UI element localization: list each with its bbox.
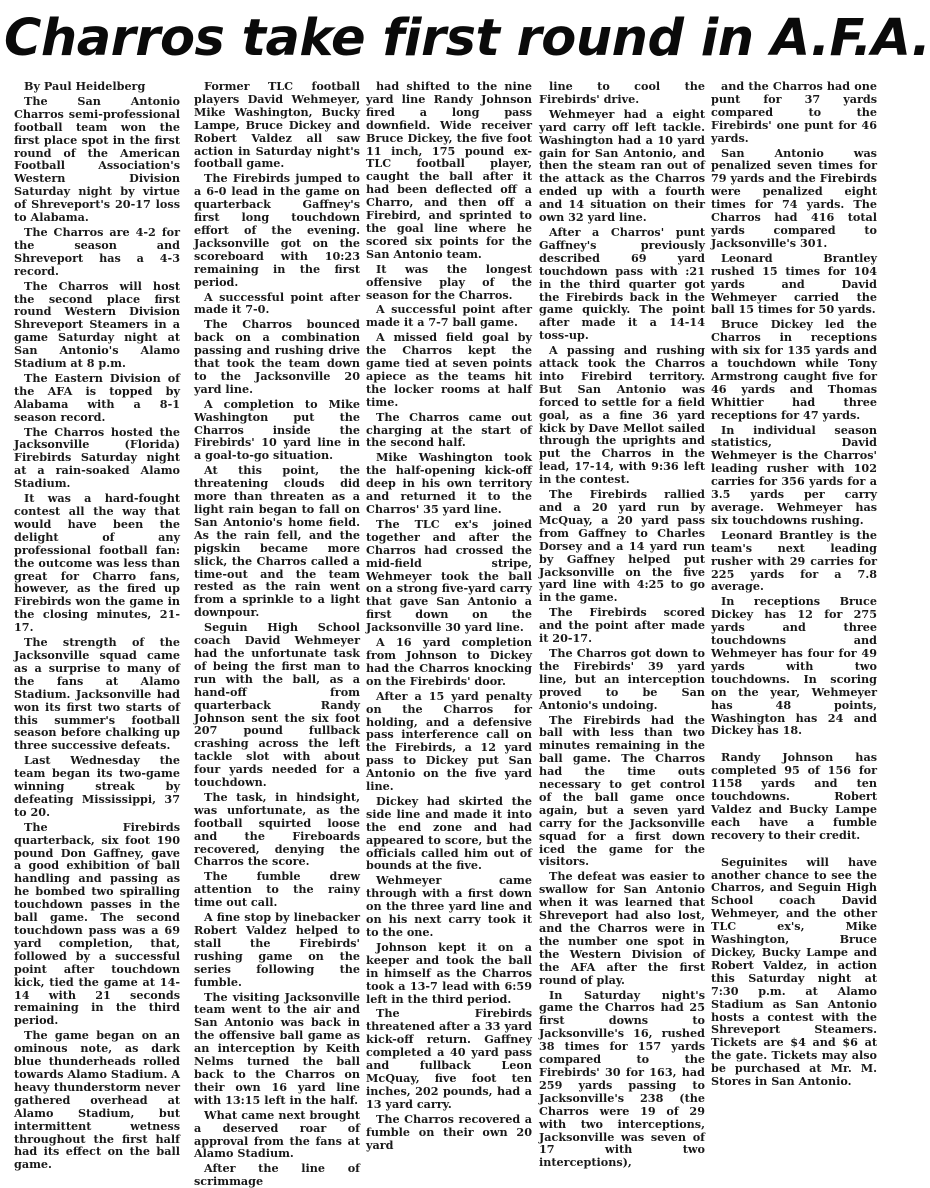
paragraph: After a Charros' punt Gaffney's previously described 69 yard touchdown pass with :21 in the third quarter got the Firebirds back in the game quickly. The point after made it a 14-14 toss-up.: [539, 224, 705, 343]
paragraph: The Eastern Division of the AFA is topped by Alabama with a 8-1 season record.: [14, 370, 180, 424]
paragraph: Mike Washington took the half-opening kick-off deep in his own territory and returned it to the Charros' 35 yard line.: [366, 450, 532, 516]
paragraph: What came next brought a deserved roar of approval from the fans at Alamo Stadium.: [194, 1107, 360, 1161]
article-column-5: [711, 79, 877, 1089]
paragraph: Leonard Brantley is the team's next leading rusher with 29 carries for 225 yards for a 7.8 average.: [711, 527, 877, 594]
paragraph: At this point, the threatening clouds did more than threaten as a light rain began to fall on San Antonio's home field. As the rain fell, and the pigskin became more slick, the Charros called a time-out and the team rested as the rain went from a sprinkle to a light downpour.: [194, 463, 360, 620]
paragraph: The San Antonio Charros semi-professional football team won the first place spot in the first round of the American Football Association's Western Division Saturday night by virtue of Shreveport's 20-17 loss to Alabama.: [14, 93, 180, 225]
paragraph: It was a hard-fought contest all the way that would have been the delight of any professional football fan: the outcome was less than great for Charro fans, however, as the fired up Firebirds won the game in the closing minutes, 21-17.: [14, 491, 180, 635]
paragraph: The game began on an ominous note, as dark blue thunderheads rolled towards Alamo Stadium. A heavy thunderstorm never gathered overhead at Alamo Stadium, but intermittent wetness throughout the first half had its effect on the ball game.: [14, 1028, 180, 1172]
paragraph: The fumble drew attention to the rainy time out call.: [194, 869, 360, 910]
paragraph: Randy Johnson has completed 95 of 156 for 1158 yards and ten touchdowns. Robert Valdez and Bucky Lampe each have a fumble recovery to their credit.: [711, 750, 877, 842]
article-column-2: [194, 79, 360, 1188]
paragraph: It was the longest offensive play of the season for the Charros.: [366, 261, 532, 302]
paragraph: Leonard Brantley rushed 15 times for 104 yards and David Wehmeyer carried the ball 15 times for 50 yards.: [711, 250, 877, 317]
paragraph: A missed field goal by the Charros kept the game tied at seven points apiece as the teams hit the locker rooms at half time.: [366, 330, 532, 409]
paragraph: A 16 yard completion from Johnson to Dickey had the Charros knocking on the Firebirds' door.: [366, 635, 532, 688]
paragraph: The Charros came out charging at the start of the second half.: [366, 409, 532, 450]
paragraph: After the line of scrimmage: [194, 1161, 360, 1188]
paragraph: San Antonio was penalized seven times for 79 yards and the Firebirds were penalized eight times for 74 yards. The Charros had 416 total yards compared to Jacksonville's 301.: [711, 145, 877, 250]
paragraph: After a 15 yard penalty on the Charros for holding, and a defensive pass interference call on the Firebirds, a 12 yard pass to Dickey put San Antonio on the five yard line.: [366, 688, 532, 794]
paragraph: Seguinites will have another chance to see the Charros, and Seguin High School coach David Wehmeyer, and the other TLC ex's, Mike Washington, Bruce Dickey, Bucky Lampe and Robert Valdez, in action this Saturday night at 7:30 p.m. at Alamo Stadium as San Antonio hosts a contest with the Shreveport Steamers. Tickets are $4 and $6 at the gate. Tickets may also be purchased at Mr. M. Stores in San Antonio.: [711, 854, 877, 1089]
paragraph: had shifted to the nine yard line Randy Johnson fired a long pass downfield. Wide receiver Bruce Dickey, the five foot 11 inch, 175 pound ex-TLC football player, caught the ball after it had been deflected off a Charro, and then off a Firebird, and sprinted to the goal line where he scored six points for the San Antonio team.: [366, 79, 532, 261]
paragraph: The Charros got down to the Firebirds' 39 yard line, but an interception proved to be San Antonio's undoing.: [539, 645, 705, 712]
paragraph: The Firebirds rallied and a 20 yard run by McQuay, a 20 yard pass from Gaffney to Charles Dorsey and a 14 yard run by Gaffney helped put Jacksonville on the five yard line with 4:25 to go in the game.: [539, 487, 705, 605]
paragraph: The visiting Jacksonville team went to the air and San Antonio was back in the offensive ball game as an interception by Keith Nelms turned the ball back to the Charros on their own 16 yard line with 13:15 left in the half.: [194, 989, 360, 1107]
paragraph: Dickey had skirted the side line and made it into the end zone and had appeared to score, but the officials called him out of bounds at the five.: [366, 793, 532, 873]
paragraph: A successful point after made it a 7-7 ball game.: [366, 302, 532, 330]
paragraph: The task, in hindsight, was unfortunate, as the football squirted loose and the Fireboards recovered, denying the Charros the score.: [194, 789, 360, 869]
byline: By Paul Heidelberg: [24, 79, 146, 93]
paragraph: Johnson kept it on a keeper and took the ball in himself as the Charros took a 13-7 lead with 6:59 left in the third period.: [366, 939, 532, 1006]
paragraph: The Firebirds had the ball with less than two minutes remaining in the ball game. The Charros had the time outs necessary to get control of the ball game once again, but a seven yard carry for the Jacksonville squad for a first down iced the game for the visitors.: [539, 712, 705, 869]
paragraph: Former TLC football players David Wehmeyer, Mike Washington, Bucky Lampe, Bruce Dickey and Robert Valdez all saw action in Saturday night's football game.: [194, 79, 360, 171]
paragraph: The strength of the Jacksonville squad came as a surprise to many of the fans at Alamo Stadium. Jacksonville had won its first two starts of this summer's football season before chalking up three successive defeats.: [14, 635, 180, 753]
paragraph: Bruce Dickey led the Charros in receptions with six for 135 yards and a touchdown while Tony Armstrong caught five for 46 yards and Thomas Whittier had three receptions for 47 yards.: [711, 317, 877, 422]
article-column-1: [14, 79, 180, 1172]
paragraph: The Charros bounced back on a combination passing and rushing drive that took the team down to the Jacksonville 20 yard line.: [194, 317, 360, 396]
paragraph: The Firebirds jumped to a 6-0 lead in the game on quarterback Gaffney's first long touchdown effort of the evening. Jacksonville got on the scoreboard with 10:23 remaining in the first period.: [194, 171, 360, 289]
paragraph: The Charros recovered a fumble on their own 20 yard: [366, 1111, 532, 1152]
paragraph: Wehmeyer came through with a first down on the three yard line and on his next carry took it to the one.: [366, 873, 532, 939]
paragraph: A passing and rushing attack took the Charros into Firebird territory. But San Antonio was forced to settle for a field goal, as a fine 36 yard kick by Dave Mellot sailed through the uprights and put the Charros in the lead, 17-14, with 9:36 left in the contest.: [539, 343, 705, 487]
paragraph: A fine stop by linebacker Robert Valdez helped to stall the Firebirds' rushing game on the series following the fumble.: [194, 910, 360, 989]
paragraph: The Firebirds quarterback, six foot 190 pound Don Gaffney, gave a good exhibition of ball handling and passing as he bombed two spiralling touchdown passes in the ball game. The second touchdown pass was a 69 yard completion, that, followed by a successful point after touchdown kick, tied the game at 14-14 with 21 seconds remaining in the third period.: [14, 819, 180, 1028]
paragraph: In receptions Bruce Dickey has 12 for 275 yards and three touchdowns and Wehmeyer has four for 49 yards with two touchdowns. In scoring on the year, Wehmeyer has 48 points, Washington has 24 and Dickey has 18.: [711, 594, 877, 738]
paragraph: The Charros hosted the Jacksonville (Florida) Firebirds Saturday night at a rain-soaked Alamo Stadium.: [14, 424, 180, 491]
paragraph: A successful point after made it 7-0.: [194, 289, 360, 317]
paragraph: In individual season statistics, David Wehmeyer is the Charros' leading rusher with 102 carries for 356 yards for a 3.5 yards per carry average. Wehmeyer has six touchdowns rushing.: [711, 422, 877, 527]
paragraph: The Firebirds scored and the point after made it 20-17.: [539, 605, 705, 646]
paragraph: Seguin High School coach David Wehmeyer had the unfortunate task of being the first man to run with the ball, as a hand-off from quarterback Randy Johnson sent the six foot 207 pound fullback crashing across the left tackle slot with about four yards needed for a touchdown.: [194, 620, 360, 790]
paragraph: The Charros are 4-2 for the season and Shreveport has a 4-3 record.: [14, 224, 180, 278]
paragraph: Wehmeyer had a eight yard carry off left tackle. Washington had a 10 yard gain for San Antonio, and then the steam ran out of the attack as the Charros ended up with a fourth and 14 situation on their own 32 yard line.: [539, 106, 705, 225]
paragraph: A completion to Mike Washington put the Charros inside the Firebirds' 10 yard line in a goal-to-go situation.: [194, 396, 360, 463]
paragraph: The TLC ex's joined together and after the Charros had crossed the mid-field stripe, Wehmeyer took the ball on a strong five-yard carry that gave San Antonio a first down on the Jacksonville 30 yard line.: [366, 516, 532, 635]
paragraph: and the Charros had one punt for 37 yards compared to the Firebirds' one punt for 46 yards.: [711, 79, 877, 145]
article-column-4: [539, 79, 705, 1170]
article-column-3: [366, 79, 532, 1152]
paragraph: The Charros will host the second place first round Western Division Shreveport Steamers in a game Saturday night at San Antonio's Alamo Stadium at 8 p.m.: [14, 278, 180, 371]
paragraph: The defeat was easier to swallow for San Antonio when it was learned that Shreveport had also lost, and the Charros were in the number one spot in the Western Division of the AFA after the first round of play.: [539, 869, 705, 987]
paragraph: Last Wednesday the team began its two-game winning streak by defeating Mississippi, 37 to 20.: [14, 753, 180, 819]
paragraph: line to cool the Firebirds' drive.: [539, 79, 705, 106]
paragraph: The Firebirds threatened after a 33 yard kick-off return. Gaffney completed a 40 yard pass and fullback Leon McQuay, five foot ten inches, 202 pounds, had a 13 yard carry.: [366, 1006, 532, 1111]
paragraph: In Saturday night's game the Charros had 25 first downs to Jacksonville's 16, rushed 38 times for 157 yards compared to the Firebirds' 30 for 163, had 259 yards passing to Jacksonville's 238 (the Charros were 19 of 29 with two interceptions, Jacksonville was seven of 17 with two interceptions),: [539, 987, 705, 1170]
headline: Charros take first round in A.F.A.: [4, 9, 930, 68]
